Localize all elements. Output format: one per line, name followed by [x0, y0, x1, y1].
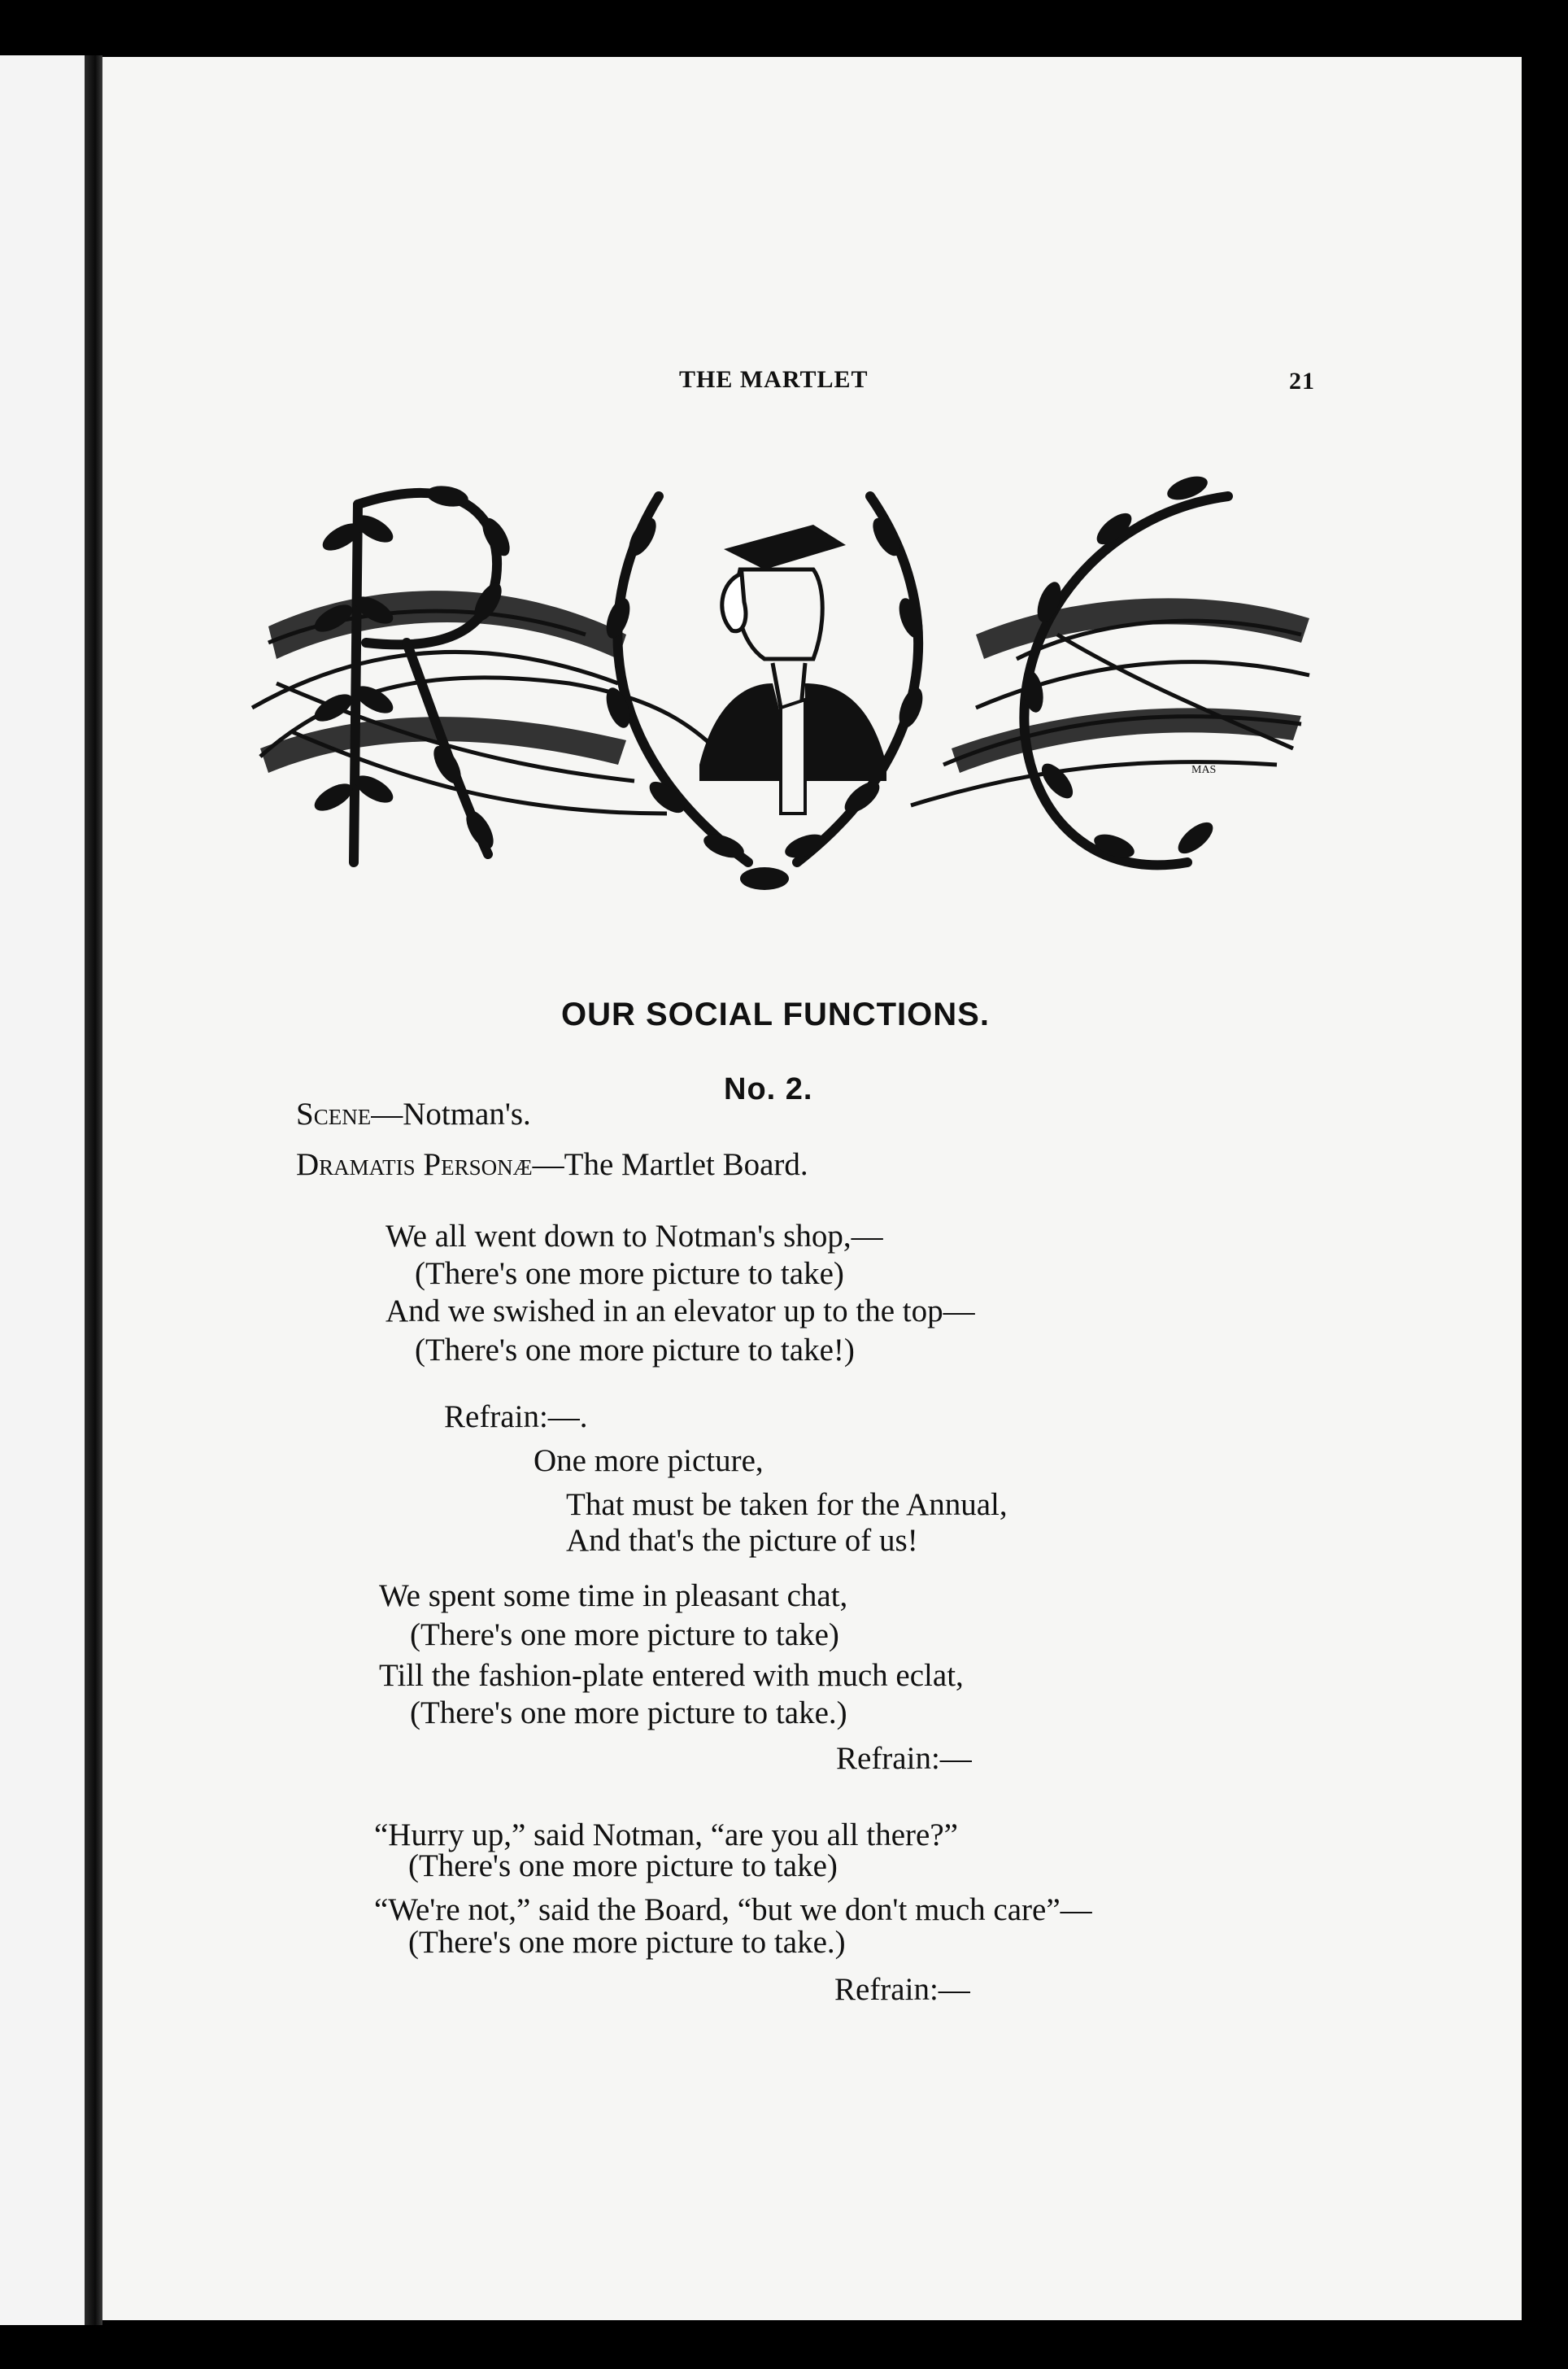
article-number: No. 2.: [724, 1072, 813, 1106]
book-gutter: [85, 55, 102, 2325]
poem-line: (There's one more picture to take.): [410, 1695, 847, 1730]
refrain-line: That must be taken for the Annual,: [566, 1487, 1008, 1522]
poem-line: We spent some time in pleasant chat,: [379, 1578, 848, 1613]
poem-line: (There's one more picture to take): [415, 1256, 844, 1291]
dramatis-label: Dramatis Personæ: [296, 1147, 533, 1182]
poem-line: “We're not,” said the Board, “but we don't much care”—: [374, 1892, 1092, 1927]
article-title: OUR SOCIAL FUNCTIONS.: [561, 997, 990, 1032]
poem-line: Till the fashion-plate entered with much eclat,: [379, 1658, 964, 1693]
scene-line: [296, 1098, 531, 1130]
refrain-line: One more picture,: [534, 1443, 764, 1478]
scene-label: Scene: [296, 1097, 372, 1132]
dramatis-line: [296, 1149, 808, 1180]
poem-line: And we swished in an elevator up to the top—: [385, 1294, 975, 1328]
poem-line: (There's one more picture to take): [408, 1848, 838, 1883]
graduate-portrait: [699, 525, 886, 814]
poem-line: (There's one more picture to take.): [408, 1925, 846, 1960]
book-page: [102, 57, 1522, 2320]
refrain-mark: Refrain:—: [834, 1972, 970, 2007]
dramatis-value: —The Martlet Board.: [532, 1147, 808, 1182]
running-head-title: THE MARTLET: [679, 366, 869, 393]
refrain-line: And that's the picture of us!: [566, 1523, 918, 1558]
rvc-illustration: [244, 439, 1326, 944]
poem-line: (There's one more picture to take!): [415, 1333, 855, 1368]
poem-line: “Hurry up,” said Notman, “are you all there?”: [374, 1817, 958, 1852]
page-number: 21: [1289, 368, 1315, 395]
facing-page-edge: [0, 55, 89, 2325]
page-right-shadow: [1522, 65, 1568, 2343]
poem-line: (There's one more picture to take): [410, 1617, 839, 1652]
refrain-mark: Refrain:—: [836, 1741, 972, 1776]
poem-line: We all went down to Notman's shop,—: [385, 1219, 883, 1254]
scene-value: —Notman's.: [371, 1097, 531, 1132]
refrain-label: Refrain:—.: [444, 1399, 588, 1434]
artist-monogram: MAS: [1191, 764, 1217, 776]
